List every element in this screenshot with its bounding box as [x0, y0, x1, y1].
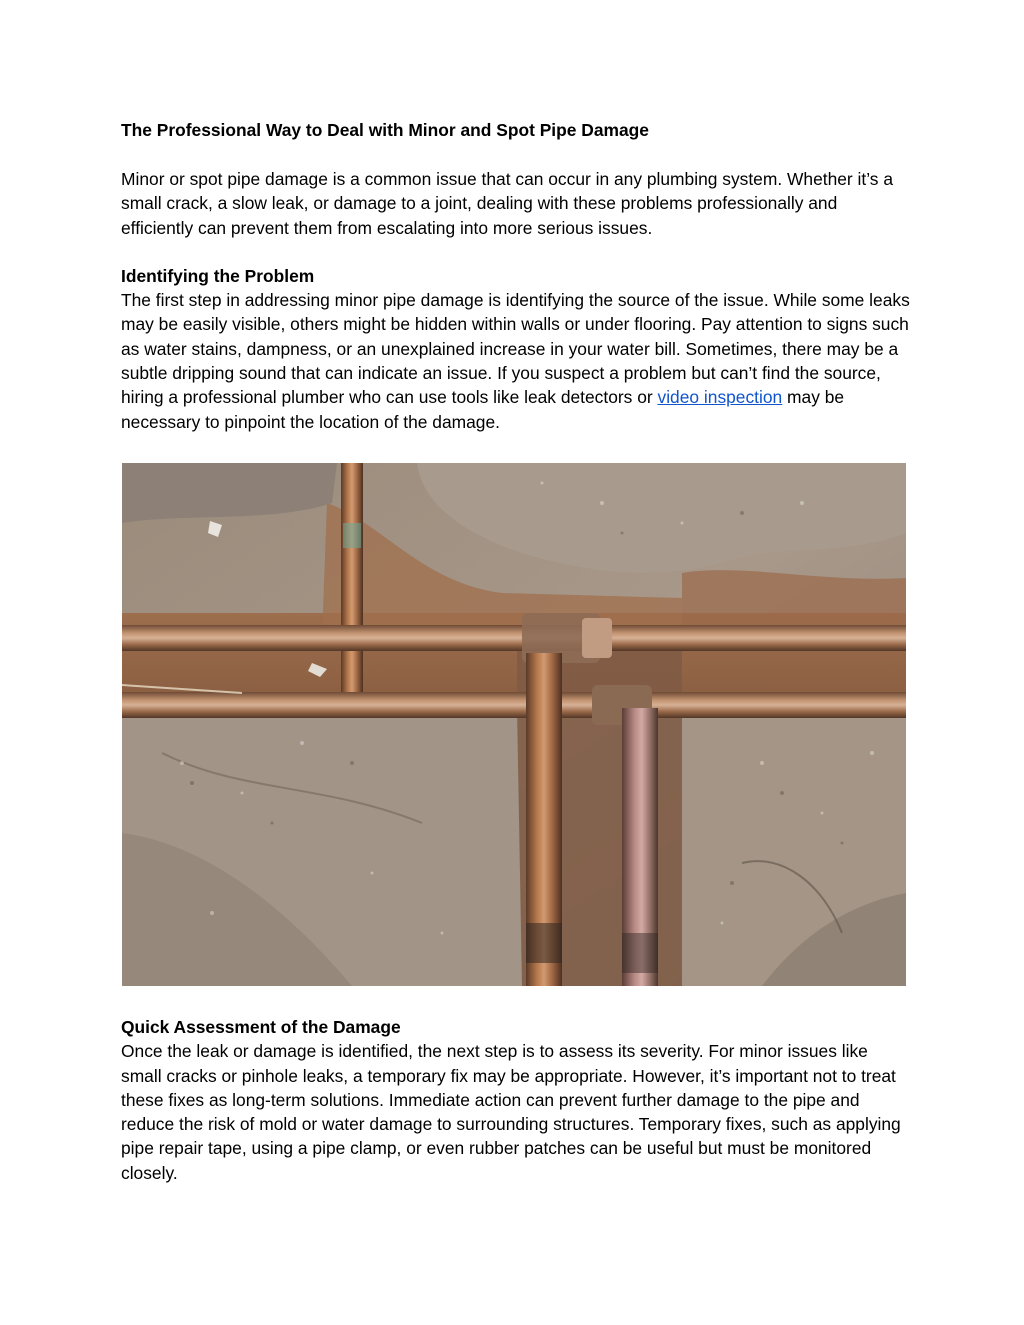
paragraph-text: may be necessary to pinpoint the location of the damage.: [121, 387, 845, 432]
pipe-damage-photo: [122, 463, 906, 986]
pipe-vertical-left: [341, 463, 363, 703]
document-body: [121, 118, 911, 434]
spacer: [121, 143, 911, 167]
intro-paragraph: Minor or spot pipe damage is a common issue that can occur in any plumbing system. Whether it’s a small crack, a slow leak, or damage to a joint, dealing with these problems professionally and efficiently can prevent them from escalating into more serious issues.: [121, 169, 893, 238]
section-paragraph-identifying: [121, 288, 911, 434]
video-inspection-link[interactable]: video inspection: [657, 387, 783, 408]
pipe-horizontal-upper: [122, 625, 906, 651]
section-paragraph-assessment: Once the leak or damage is identified, the next step is to assess its severity. For minor issues like small cracks or pinhole leaks, a temporary fix may be appropriate. However, it’s important not to treat these fixes as long-term solutions. Immediate action can prevent further damage to the pipe and reduce the risk of mold or water damage to surrounding structures. Temporary fixes, such as applying pipe repair tape, using a pipe clamp, or even rubber patches can be useful but must be monitored closely.: [121, 1041, 901, 1183]
section-heading-identifying: Identifying the Problem: [121, 265, 315, 286]
document-title: The Professional Way to Deal with Minor and Spot Pipe Damage: [121, 120, 649, 140]
paragraph-text: The first step in addressing minor pipe damage is identifying the source of the issue. While some leaks may be easily visible, others might be hidden within walls or under flooring. Pay attention to signs such as water stains, dampness, or an unexplained increase in your water bill. Sometimes, there may be a subtle dripping sound that can indicate an issue. If you suspect a problem but can’t find the source, hiring a professional plumber who can use tools like leak detectors or: [121, 290, 910, 408]
document-section-assessment: [121, 1015, 911, 1185]
section-heading-assessment: Quick Assessment of the Damage: [121, 1017, 401, 1037]
spacer: [121, 240, 911, 264]
pipe-horizontal-lower: [122, 692, 906, 718]
